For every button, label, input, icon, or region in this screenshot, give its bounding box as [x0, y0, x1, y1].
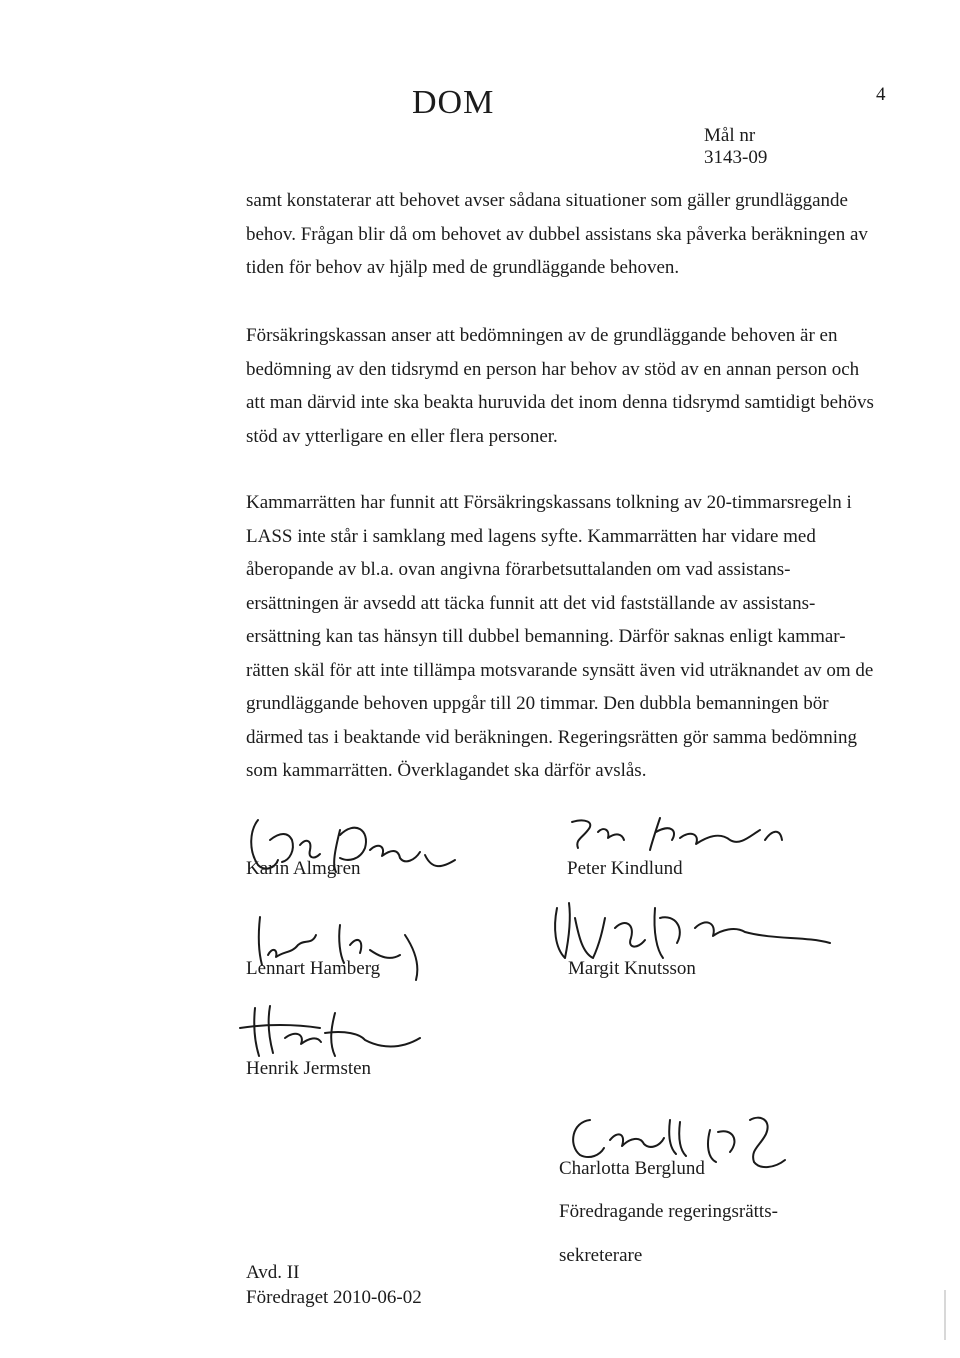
scan-edge-line	[944, 1290, 946, 1340]
signature-peter-kindlund	[560, 810, 800, 860]
signatory-lennart-hamberg: Lennart Hamberg	[246, 958, 381, 979]
paragraph-1: samt konstaterar att behovet avser sådana situationer som gäller grundläggande behov. Frågan blir då om behovet av dubbel assistans ska påverka beräkningen av tiden för behov av hjälp med de grundläggande behoven.	[246, 190, 868, 278]
signatory-henrik-jermsten: Henrik Jermsten	[246, 1058, 372, 1079]
signatory-peter-kindlund: Peter Kindlund	[567, 858, 683, 879]
document-title: DOM	[412, 84, 495, 121]
page-number: 4	[876, 84, 886, 105]
signature-henrik-jermsten	[225, 998, 435, 1063]
presentation-date: Föredraget 2010-06-02	[246, 1287, 422, 1308]
paragraph-2: Försäkringskassan anser att bedömningen av de grundläggande behoven är en bedömning av den tidsrymd en person har behov av stöd av en annan person och att man därvid inte ska beakta huruvida det inom denna tidsrymd samtidigt behövs stöd av ytterligare en eller flera personer.	[246, 325, 874, 447]
signatory-karin-almgren: Karin Almgren	[246, 858, 361, 879]
case-number-block	[704, 125, 767, 169]
rapporteur-role: Föredragande regeringsrätts- sekreterare	[559, 1201, 778, 1266]
division-label: Avd. II	[246, 1262, 300, 1283]
case-number: 3143-09	[704, 147, 768, 168]
paragraph-3: Kammarrätten har funnit att Försäkringskassans tolkning av 20-timmarsregeln i LASS inte står i samklang med lagens syfte. Kammarrätten har vidare med åberopande av bl.a. ovan angivna förarbetsuttalanden om vad assistans- ersättningen är avsedd att täcka funnit att det vid fastställande av assistans- ersättning kan tas hänsyn till dubbel bemanning. Därför saknas enligt kammar- rätten skäl för att inte tillämpa motsvarande synsätt även vid uträknandet av om de grundläggande behoven uppgår till 20 timmar. Den dubbla bemanningen bör därmed tas i beaktande vid beräkningen. Regeringsrätten gör samma bedömning som kammarrätten. Överklagandet ska därför avslås.	[246, 492, 874, 781]
footer	[246, 1260, 422, 1310]
case-label: Mål nr	[704, 125, 756, 146]
signatory-margit-knutsson: Margit Knutsson	[568, 958, 696, 979]
signatory-charlotta-berglund: Charlotta Berglund	[559, 1158, 705, 1179]
